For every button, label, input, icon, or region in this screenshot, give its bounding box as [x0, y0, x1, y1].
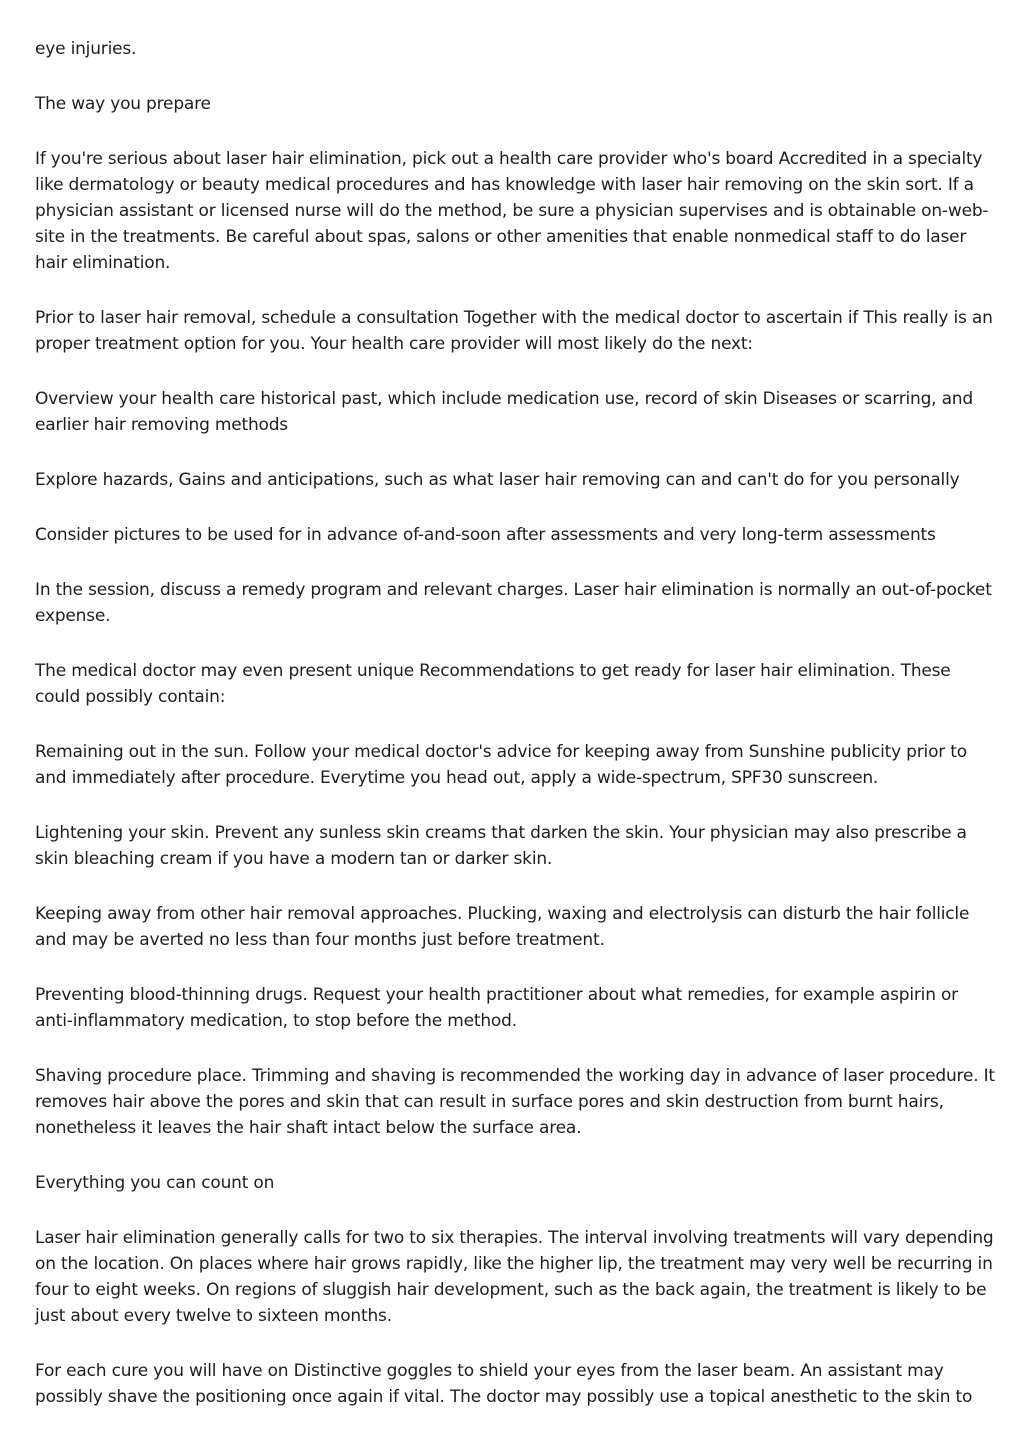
paragraph: Overview your health care historical past, which include medication use, record of skin Diseases or scarring, and earlier hair removing methods: [35, 389, 973, 435]
paragraph: In the session, discuss a remedy program and relevant charges. Laser hair elimination is normally an out-of-pocket expense.: [35, 580, 992, 626]
paragraph: Preventing blood-thinning drugs. Request your health practitioner about what remedies, for example aspirin or anti-inflammatory medication, to stop before the method.: [35, 985, 958, 1031]
paragraph: eye injuries.: [35, 39, 137, 59]
paragraph: Shaving procedure place. Trimming and shaving is recommended the working day in advance of laser procedure. It removes hair above the pores and skin that can result in surface pores and skin destruction from burnt hairs, nonetheless it leaves the hair shaft intact below the surface area.: [35, 1066, 995, 1138]
paragraph: Lightening your skin. Prevent any sunless skin creams that darken the skin. Your physician may also prescribe a skin bleaching cream if you have a modern tan or darker skin.: [35, 823, 967, 869]
paragraph: Keeping away from other hair removal approaches. Plucking, waxing and electrolysis can disturb the hair follicle and may be averted no less than four months just before treatment.: [35, 904, 970, 950]
paragraph: Prior to laser hair removal, schedule a consultation Together with the medical doctor to ascertain if This really is an proper treatment option for you. Your health care provider will most likely do the next:: [35, 308, 993, 354]
section-heading: The way you prepare: [35, 94, 211, 114]
paragraph: Consider pictures to be used for in advance of-and-soon after assessments and very long-term assessments: [35, 525, 936, 545]
paragraph: If you're serious about laser hair elimination, pick out a health care provider who's board Accredited in a specialty like dermatology or beauty medical procedures and has knowledge with laser hair removing on the skin sort. If a physician assistant or licensed nurse will do the method, be sure a physician supervises and is obtainable on-web-site in the treatments. Be careful about spas, salons or other amenities that enable nonmedical staff to do laser hair elimination.: [35, 149, 989, 273]
paragraph: Remaining out in the sun. Follow your medical doctor's advice for keeping away from Sunshine publicity prior to and immediately after procedure. Everytime you head out, apply a wide-spectrum, SPF30 sunscreen.: [35, 742, 967, 788]
paragraph: Laser hair elimination generally calls for two to six therapies. The interval involving treatments will vary depending on the location. On places where hair grows rapidly, like the higher lip, the treatment may very well be recurring in four to eight weeks. On regions of sluggish hair development, such as the back again, the treatment is likely to be just about every twelve to sixteen months.: [35, 1228, 994, 1326]
section-heading: Everything you can count on: [35, 1173, 275, 1193]
paragraph: Explore hazards, Gains and anticipations, such as what laser hair removing can and can't do for you personally: [35, 470, 960, 490]
document-page: [35, 36, 997, 1439]
paragraph: For each cure you will have on Distinctive goggles to shield your eyes from the laser beam. An assistant may possibly shave the positioning once again if vital. The doctor may possibly use a topical anesthetic to the skin to: [35, 1361, 973, 1407]
paragraph: The medical doctor may even present unique Recommendations to get ready for laser hair elimination. These could possibly contain:: [35, 661, 951, 707]
